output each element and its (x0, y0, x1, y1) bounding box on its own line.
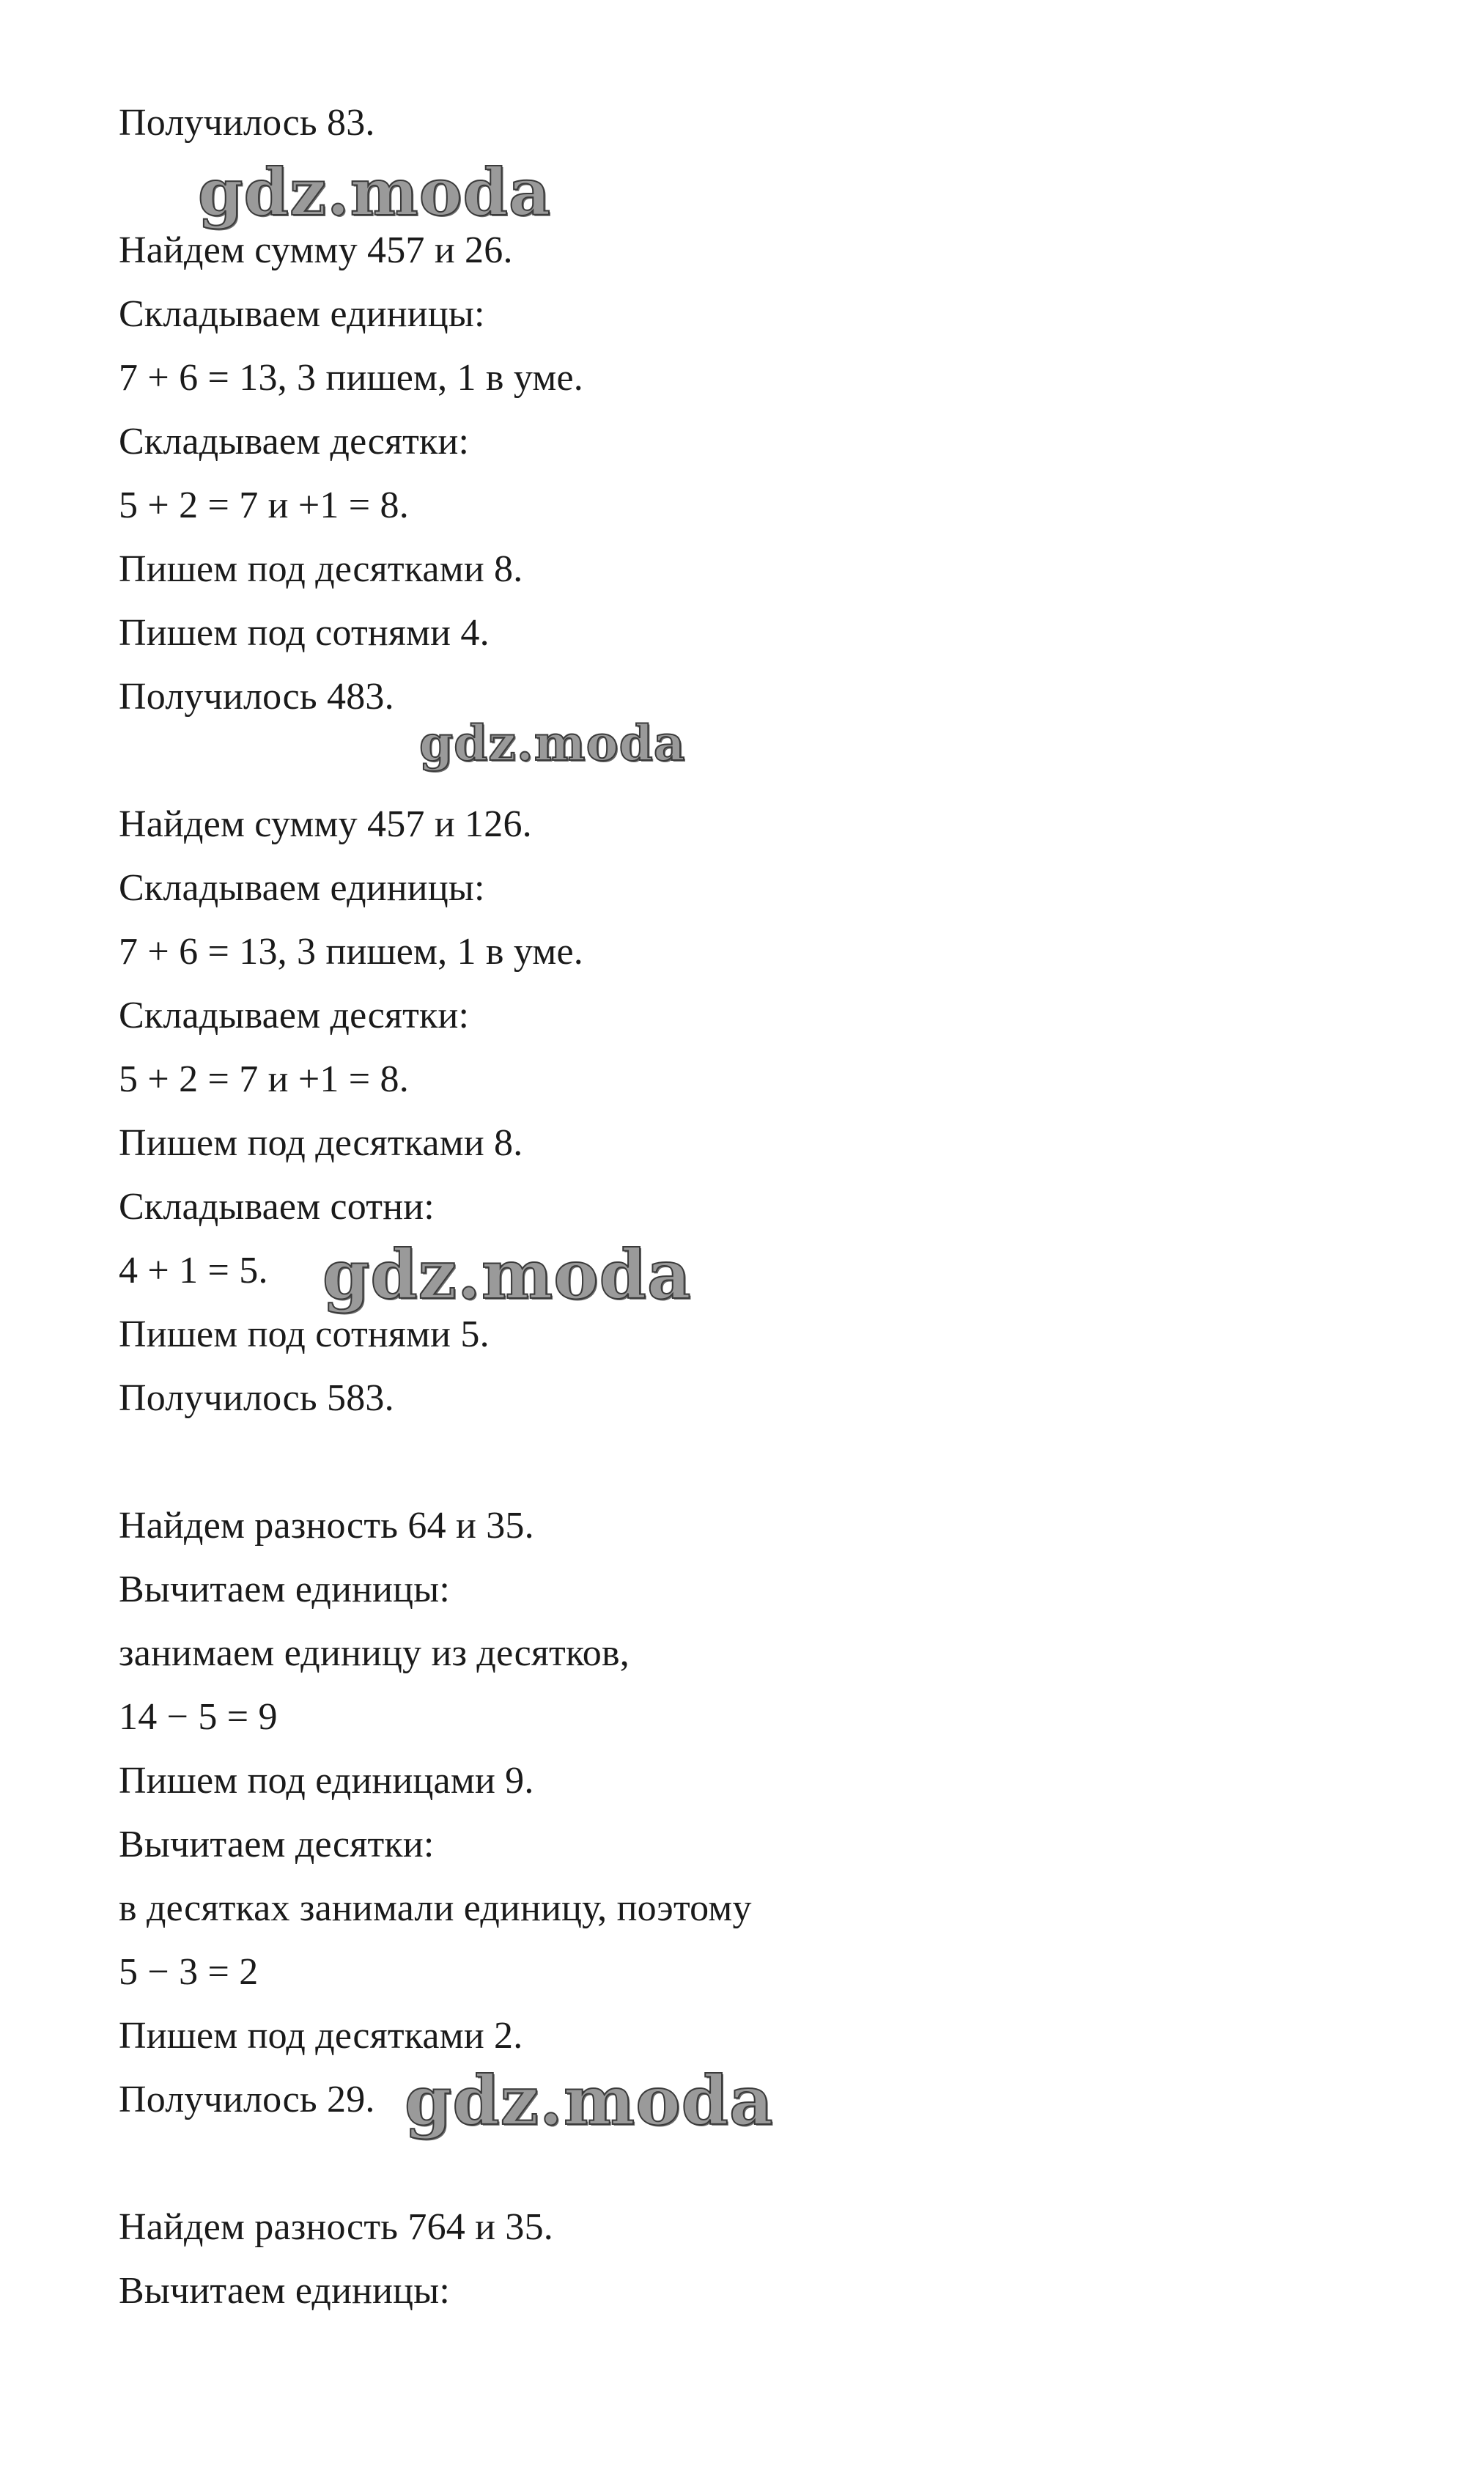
text-line: Пишем под сотнями 4. (119, 612, 490, 654)
text-line: Получилось 483. (119, 676, 394, 718)
text-line: Получилось 29. (119, 2079, 375, 2120)
text-line: Найдем разность 764 и 35. (119, 2206, 553, 2248)
text-line: 14 − 5 = 9 (119, 1696, 278, 1738)
watermark: gdz.moda (405, 2061, 774, 2140)
text-line: Вычитаем десятки: (119, 1824, 435, 1865)
text-line: 7 + 6 = 13, 3 пишем, 1 в уме. (119, 357, 583, 399)
text-line: Получилось 83. (119, 102, 375, 144)
text-line: Найдем разность 64 и 35. (119, 1505, 534, 1547)
text-line: 7 + 6 = 13, 3 пишем, 1 в уме. (119, 931, 583, 973)
text-line: 4 + 1 = 5. (119, 1250, 268, 1291)
text-line: Найдем сумму 457 и 26. (119, 229, 513, 271)
text-line: 5 + 2 = 7 и +1 = 8. (119, 1058, 409, 1100)
text-line: Пишем под десятками 8. (119, 1122, 523, 1164)
text-line: Найдем сумму 457 и 126. (119, 803, 532, 845)
text-line: Пишем под сотнями 5. (119, 1313, 490, 1355)
text-line: Пишем под десятками 8. (119, 548, 523, 590)
text-line: Вычитаем единицы: (119, 1569, 450, 1610)
text-line: Вычитаем единицы: (119, 2270, 450, 2312)
text-line: занимаем единицу из десятков, (119, 1632, 630, 1674)
watermark: gdz.moda (198, 154, 552, 230)
text-line: 5 − 3 = 2 (119, 1951, 259, 1993)
text-line: Получилось 583. (119, 1377, 394, 1419)
text-line: Складываем десятки: (119, 995, 470, 1036)
watermark: gdz.moda (322, 1235, 692, 1314)
text-line: Складываем десятки: (119, 421, 470, 462)
text-line: 5 + 2 = 7 и +1 = 8. (119, 484, 409, 526)
text-line: в десятках занимали единицу, поэтому (119, 1887, 752, 1929)
text-line: Складываем сотни: (119, 1186, 435, 1228)
text-line: Пишем под десятками 2. (119, 2015, 523, 2057)
watermark: gdz.moda (419, 715, 686, 772)
text-line: Складываем единицы: (119, 293, 485, 335)
text-line: Складываем единицы: (119, 867, 485, 909)
text-line: Пишем под единицами 9. (119, 1760, 534, 1802)
